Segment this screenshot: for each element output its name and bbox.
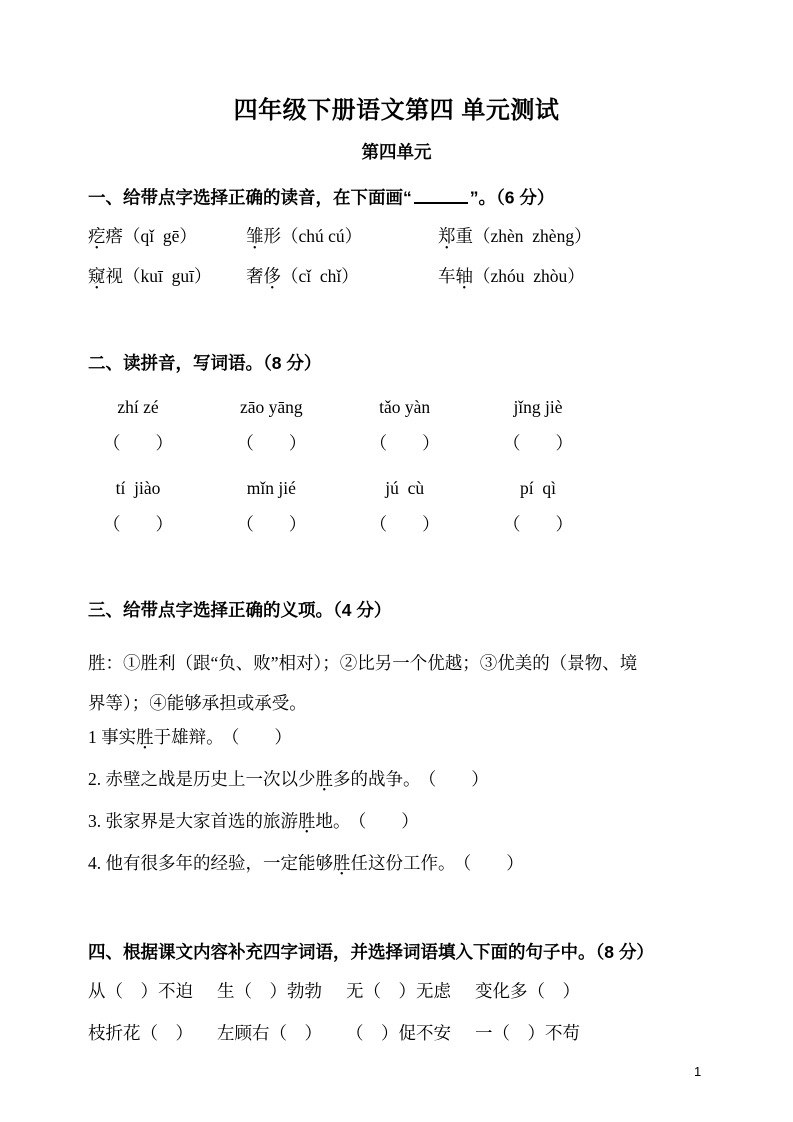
pinyin-choices: （kuī guī） — [123, 265, 212, 286]
pinyin-word-slot — [88, 477, 188, 535]
section3-heading: 三、给带点字选择正确的义项。（4 分） — [88, 599, 392, 620]
section4-row1 — [88, 980, 705, 1002]
definition-line2: 界等）；④能够承担或承受。 — [88, 692, 307, 713]
word-pinyin-item — [246, 264, 438, 288]
section1-row1 — [88, 224, 705, 248]
pinyin-label: jú cù — [385, 477, 425, 498]
dotted-character: 疙 — [88, 225, 106, 246]
section2-row2 — [88, 477, 588, 535]
sentence-before: 2. 赤壁之战是历史上一次以少 — [88, 768, 316, 789]
pinyin-word-slot — [88, 396, 188, 454]
pinyin-label: pí qì — [519, 477, 556, 498]
answer-brackets: （ ） — [357, 810, 419, 831]
pinyin-label: tí jiào — [115, 477, 161, 498]
sentence-before: 1 事实 — [88, 726, 137, 747]
dotted-character: 轴 — [455, 265, 473, 286]
sentence-after: 任这份工作。 — [350, 852, 456, 873]
answer-blank-line — [414, 185, 468, 204]
pinyin-choices: （zhóu zhòu） — [473, 265, 585, 286]
document-title: 四年级下册语文第四 单元测试 — [233, 97, 560, 124]
pinyin-label: zhí zé — [117, 396, 159, 417]
fill-in-phrase: 变化多（ ） — [475, 980, 580, 1001]
section2-row1 — [88, 396, 588, 454]
word-before: 奢 — [246, 265, 264, 286]
answer-brackets: （ ） — [103, 513, 173, 534]
pinyin-word-slot — [221, 477, 321, 535]
section1-heading-post: ”。（6 分） — [469, 187, 555, 208]
pinyin-word-slot — [488, 396, 588, 454]
pinyin-choices: （zhèn zhèng） — [473, 225, 592, 246]
pinyin-choices: （chú cú） — [281, 225, 363, 246]
pinyin-choices: （cǐ chǐ） — [281, 265, 359, 286]
sentence-item — [88, 727, 705, 748]
word-after: 形 — [263, 225, 281, 246]
word-pinyin-item — [438, 224, 705, 248]
word-pinyin-item — [88, 224, 246, 248]
word-after: 视 — [105, 265, 123, 286]
fill-in-phrase: 一（ ）不苟 — [475, 1022, 580, 1043]
dotted-character: 雏 — [246, 225, 264, 246]
word-after: 瘩 — [105, 225, 123, 246]
fill-in-phrase: （ ）促不安 — [346, 1022, 451, 1043]
dotted-character: 窥 — [88, 265, 106, 286]
dotted-character: 胜 — [315, 768, 333, 789]
pinyin-word-slot — [488, 477, 588, 535]
dotted-character: 胜 — [136, 726, 154, 747]
word-before: 车 — [438, 265, 456, 286]
sentence-after: 地。 — [315, 810, 351, 831]
pinyin-word-slot — [221, 396, 321, 454]
pinyin-label: tǎo yàn — [379, 396, 431, 417]
pinyin-label: zāo yāng — [239, 396, 303, 417]
answer-brackets: （ ） — [502, 513, 573, 534]
unit-subtitle: 第四单元 — [361, 142, 432, 162]
pinyin-label: mǐn jié — [246, 477, 296, 498]
pinyin-choices: （qǐ gē） — [123, 225, 197, 246]
word-after: 重 — [455, 225, 473, 246]
dotted-character: 郑 — [438, 225, 456, 246]
pinyin-word-slot — [355, 477, 455, 535]
dotted-character: 侈 — [263, 265, 281, 286]
fill-in-phrase: 从（ ）不迫 — [88, 980, 193, 1001]
section1-heading — [88, 185, 705, 210]
sentence-after: 多的战争。 — [333, 768, 421, 789]
pinyin-word-slot — [355, 396, 455, 454]
answer-brackets: （ ） — [103, 432, 173, 453]
sentence-item — [88, 811, 705, 832]
dotted-character: 胜 — [333, 852, 351, 873]
word-pinyin-item — [88, 264, 246, 288]
sentence-before: 4. 他有很多年的经验，一定能够 — [88, 852, 333, 873]
section1-heading-pre: 一、给带点字选择正确的读音，在下面画“ — [88, 187, 412, 208]
sentence-after: 于雄辩。 — [153, 726, 224, 747]
fill-in-phrase: 生（ ）勃勃 — [217, 980, 322, 1001]
answer-brackets: （ ） — [369, 432, 440, 453]
word-pinyin-item — [246, 224, 438, 248]
fill-in-phrase: 左顾右（ ） — [217, 1022, 322, 1043]
page-number: 1 — [694, 1064, 702, 1079]
answer-brackets: （ ） — [230, 726, 292, 747]
answer-brackets: （ ） — [369, 513, 440, 534]
sentence-before: 3. 张家界是大家首选的旅游 — [88, 810, 298, 831]
definition-line1: 胜：①胜利（跟“负、败”相对）；②比另一个优越；③优美的（景物、境 — [88, 652, 638, 673]
answer-brackets: （ ） — [427, 768, 489, 789]
section2-heading: 二、读拼音，写词语。（8 分） — [88, 352, 322, 373]
section4-heading: 四、根据课文内容补充四字词语，并选择词语填入下面的句子中。（8 分） — [88, 941, 654, 962]
answer-brackets: （ ） — [236, 513, 307, 534]
answer-brackets: （ ） — [502, 432, 573, 453]
fill-in-phrase: 枝折花（ ） — [88, 1022, 193, 1043]
sentence-item — [88, 853, 705, 874]
word-pinyin-item — [438, 264, 705, 288]
pinyin-label: jǐng jiè — [513, 396, 563, 417]
answer-brackets: （ ） — [462, 852, 524, 873]
fill-in-phrase: 无（ ）无虑 — [346, 980, 451, 1001]
definition-text — [88, 643, 705, 723]
section1-row2 — [88, 264, 705, 288]
dotted-character: 胜 — [298, 810, 316, 831]
section4-row2 — [88, 1022, 705, 1044]
sentence-item — [88, 769, 705, 790]
answer-brackets: （ ） — [236, 432, 307, 453]
